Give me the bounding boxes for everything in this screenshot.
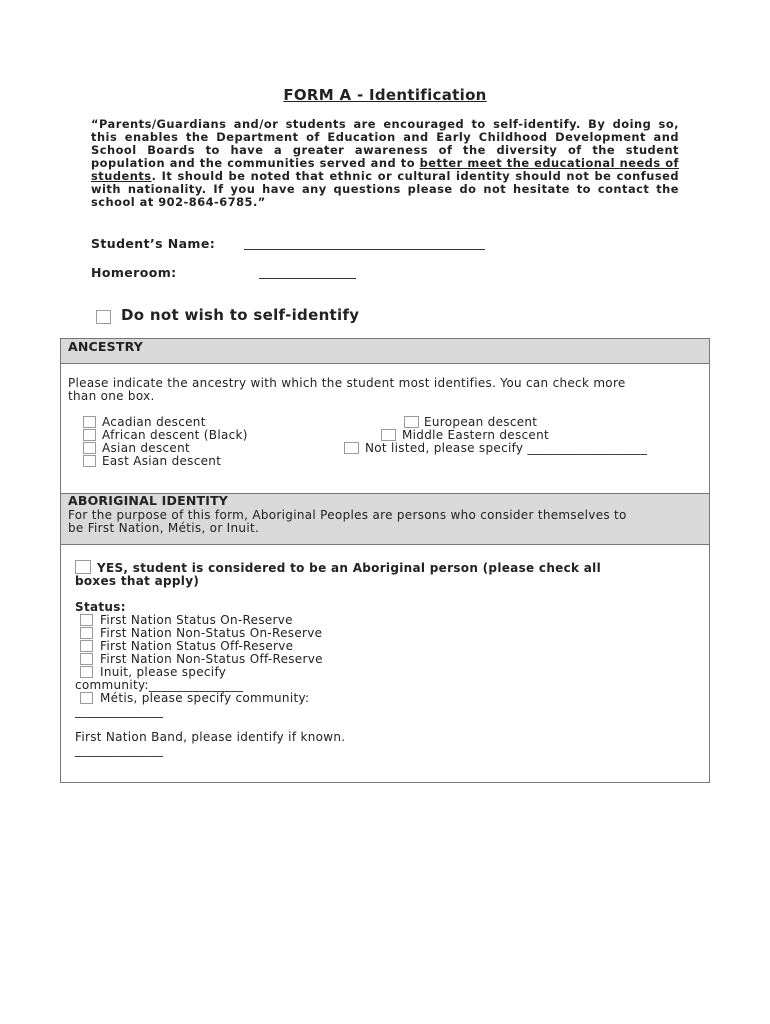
homeroom-label: Homeroom: <box>91 265 177 280</box>
intro-text-1: “Parents/Guardians and/or students are encouraged to self-identify. By doing so, this enables the Department of Education and Early Childhood Development and School Boards to have a greater awareness of the diversity of the student population and the communities served and to <box>91 117 679 170</box>
african-label: African descent (Black) <box>102 428 248 442</box>
ancestry-instruction-2: than one box. <box>68 389 155 403</box>
opt-out-checkbox[interactable] <box>96 310 111 324</box>
fn-nonstatus-on-label: First Nation Non-Status On-Reserve <box>100 626 323 640</box>
yes-aboriginal-label-2: boxes that apply) <box>75 574 200 588</box>
aboriginal-desc-1: For the purpose of this form, Aboriginal Peoples are persons who consider themselves to <box>68 508 627 522</box>
homeroom-field[interactable] <box>259 278 356 279</box>
asian-label: Asian descent <box>102 441 191 455</box>
opt-out-label: Do not wish to self-identify <box>121 306 360 324</box>
aboriginal-divider <box>61 544 709 545</box>
student-name-label: Student’s Name: <box>91 236 216 251</box>
middle-eastern-checkbox[interactable] <box>381 429 396 441</box>
middle-eastern-label: Middle Eastern descent <box>402 428 550 442</box>
african-checkbox[interactable] <box>83 429 96 441</box>
status-label: Status: <box>75 600 126 614</box>
acadian-label: Acadian descent <box>102 415 206 429</box>
fn-nonstatus-off-checkbox[interactable] <box>80 653 93 665</box>
not-listed-label: Not listed, please specify ___________________ <box>365 441 648 455</box>
yes-aboriginal-label-1: YES, student is considered to be an Aboriginal person (please check all <box>97 561 602 575</box>
intro-paragraph <box>91 118 679 209</box>
inuit-community-field[interactable]: community:_______________ <box>75 678 244 692</box>
inuit-label: Inuit, please specify <box>100 665 227 679</box>
east-asian-label: East Asian descent <box>102 454 222 468</box>
intro-text-2: . It should be noted that ethnic or cultural identity should not be confused with nationality. If you have any questions please do not hesitate to contact the school at 902-864-6785.” <box>91 169 679 209</box>
ancestry-divider <box>61 363 709 364</box>
european-checkbox[interactable] <box>404 416 419 428</box>
metis-label: Métis, please specify community: <box>100 691 310 705</box>
not-listed-checkbox[interactable] <box>344 442 359 454</box>
metis-checkbox[interactable] <box>80 692 93 704</box>
yes-aboriginal-checkbox[interactable] <box>75 560 91 574</box>
fn-nonstatus-on-checkbox[interactable] <box>80 627 93 639</box>
band-field[interactable]: ______________ <box>75 743 164 757</box>
acadian-checkbox[interactable] <box>83 416 96 428</box>
student-name-field[interactable] <box>244 249 485 250</box>
metis-community-field[interactable]: ______________ <box>75 704 164 718</box>
fn-nonstatus-off-label: First Nation Non-Status Off-Reserve <box>100 652 323 666</box>
form-title: FORM A - Identification <box>283 86 487 104</box>
fn-status-on-label: First Nation Status On-Reserve <box>100 613 293 627</box>
european-label: European descent <box>424 415 538 429</box>
aboriginal-header: ABORIGINAL IDENTITY <box>68 493 229 508</box>
aboriginal-desc-2: be First Nation, Métis, or Inuit. <box>68 521 260 535</box>
ancestry-header-bar <box>61 339 709 363</box>
inuit-checkbox[interactable] <box>80 666 93 678</box>
asian-checkbox[interactable] <box>83 442 96 454</box>
fn-status-off-label: First Nation Status Off-Reserve <box>100 639 294 653</box>
band-label: First Nation Band, please identify if known. <box>75 730 346 744</box>
ancestry-instruction-1: Please indicate the ancestry with which the student most identifies. You can check more <box>68 376 626 390</box>
fn-status-on-checkbox[interactable] <box>80 614 93 626</box>
intro-underlined-text: better meet the educational needs of students <box>91 156 680 183</box>
ancestry-header: ANCESTRY <box>68 339 143 354</box>
east-asian-checkbox[interactable] <box>83 455 96 467</box>
fn-status-off-checkbox[interactable] <box>80 640 93 652</box>
